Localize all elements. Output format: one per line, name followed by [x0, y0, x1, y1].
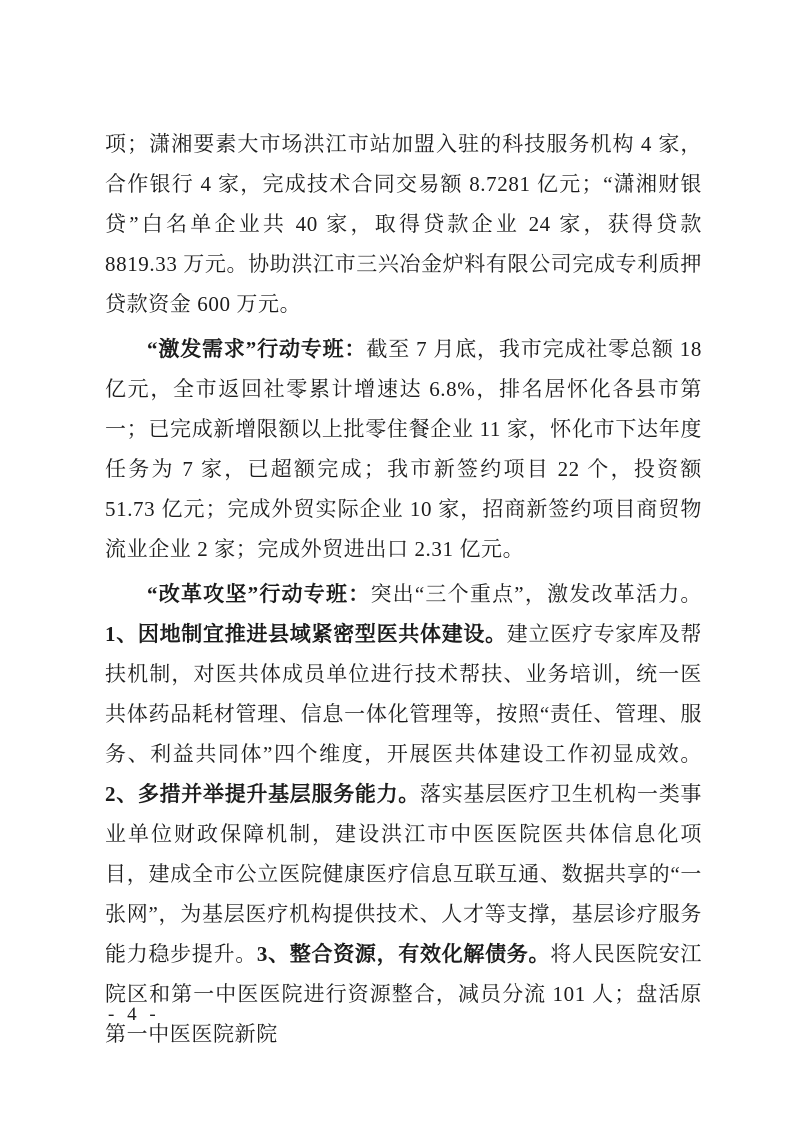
page-number: - 4 - — [108, 1004, 160, 1025]
emphasis-run: 2、多措并举提升基层服务能力。 — [105, 782, 420, 806]
emphasis-run: “激发需求”行动专班： — [147, 337, 367, 361]
text-run: 建立医疗专家库及帮扶机制，对医共体成员单位进行技术帮扶、业务培训，统一医共体药品耗材管理、信息一体化管理等，按照“责任、管理、服务、利益共同体”四个维度，开展医共体建设工作初显成效。 — [105, 622, 702, 766]
text-body — [105, 124, 702, 1054]
text-run: 突出“三个重点”，激发改革活力。 — [370, 582, 702, 606]
paragraph — [105, 574, 702, 1054]
emphasis-run: 1、因地制宜推进县域紧密型医共体建设。 — [105, 622, 507, 646]
text-run: 截至 7 月底，我市完成社零总额 18 亿元，全市返回社零累计增速达 6.8%，排名居怀化各县市第一；已完成新增限额以上批零住餐企业 11 家，怀化市下达年度任务为 7 家，已超额完成；我市新签约项目 22 个，投资额 51.73 亿元；完成外贸实际企业 10 家，招商新签约项目商贸物流业企业 2 家；完成外贸进出口 2.31 亿元。 — [105, 337, 702, 561]
text-run: 将人民医院安江院区和第一中医医院进行资源整合，减员分流 101 人；盘活原第一中医医院新院 — [105, 942, 702, 1046]
emphasis-run: 3、整合资源，有效化解债务。 — [256, 942, 551, 966]
text-run: 落实基层医疗卫生机构一类事业单位财政保障机制，建设洪江市中医医院医共体信息化项目，建成全市公立医院健康医疗信息互联互通、数据共享的“一张网”，为基层医疗机构提供技术、人才等支撑，基层诊疗服务能力稳步提升。 — [105, 782, 702, 966]
paragraph — [105, 329, 702, 569]
text-run: 项；潇湘要素大市场洪江市站加盟入驻的科技服务机构 4 家，合作银行 4 家，完成技术合同交易额 8.7281 亿元；“潇湘财银贷”白名单企业共 40 家，取得贷款企业 24 家，获得贷款 8819.33 万元。协助洪江市三兴冶金炉料有限公司完成专利质押贷款资金 600 万元。 — [105, 132, 702, 316]
paragraph — [105, 124, 702, 324]
emphasis-run: “改革攻坚”行动专班： — [147, 582, 371, 606]
